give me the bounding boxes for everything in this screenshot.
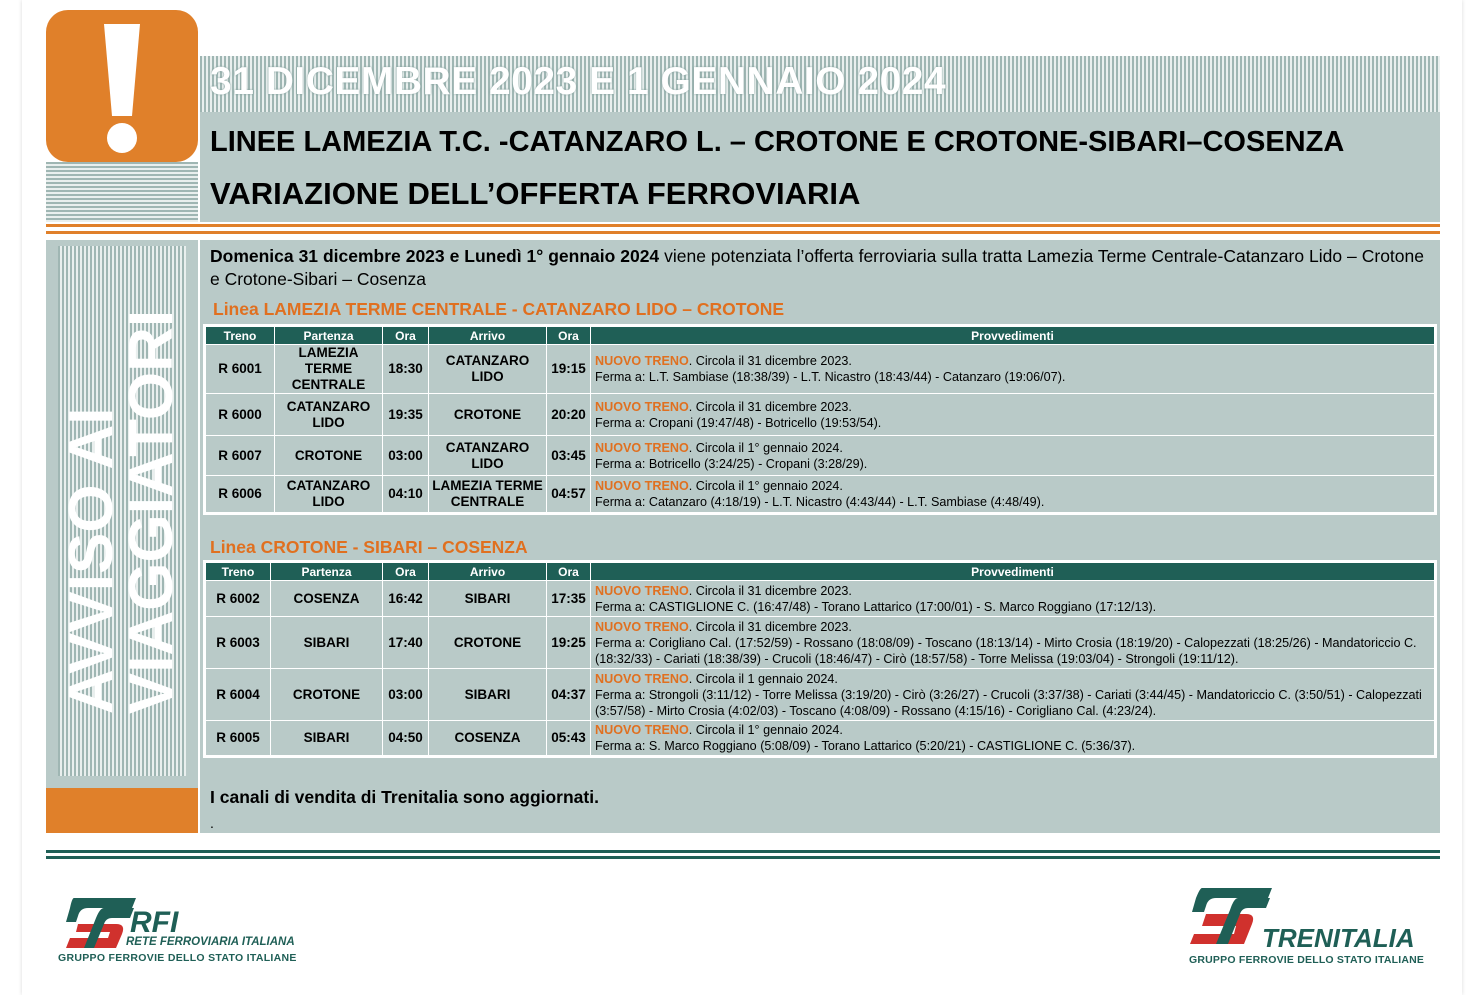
cell-arrivo: SIBARI	[429, 669, 547, 721]
table-row	[205, 436, 1436, 476]
alert-box	[46, 10, 198, 162]
timetable-line-2	[203, 560, 1437, 758]
cell-treno: R 6007	[205, 436, 275, 476]
header-treno: Treno	[205, 562, 271, 581]
circulation-text: . Circola il 1° gennaio 2024.	[688, 440, 843, 455]
cell-provvedimenti	[591, 721, 1436, 757]
exclamation-icon	[46, 10, 198, 162]
new-train-label: NUOVO TRENO	[595, 479, 689, 493]
trenitalia-logo-text: TRENITALIA	[1262, 923, 1415, 953]
cell-ora-partenza: 19:35	[383, 394, 429, 436]
header-partenza: Partenza	[275, 326, 383, 345]
circulation-text: . Circola il 1° gennaio 2024.	[688, 723, 843, 737]
table-row	[205, 721, 1436, 757]
table-row	[205, 476, 1436, 514]
cell-arrivo: CROTONE	[429, 394, 547, 436]
intro-bold: Domenica 31 dicembre 2023 e Lunedì 1° gennaio 2024	[210, 246, 660, 266]
stops-text: Ferma a: Catanzaro (4:18/19) - L.T. Nicastro (4:43/44) - L.T. Sambiase (4:48/49).	[595, 495, 1045, 509]
header-ora: Ora	[383, 326, 429, 345]
cell-treno: R 6004	[205, 669, 271, 721]
sales-channels-note: I canali di vendita di Trenitalia sono aggiornati.	[210, 787, 599, 807]
date-title: 31 DICEMBRE 2023 E 1 GENNAIO 2024	[210, 60, 947, 103]
cell-treno: R 6000	[205, 394, 275, 436]
cell-provvedimenti	[591, 669, 1436, 721]
stops-text: Ferma a: Corigliano Cal. (17:52/59) - Rossano (18:08/09) - Toscano (18:13/14) - Mirto Crosia (18:19/20) - Calopezzati (18:25/26) - Mandatoriccio C. (18:32/33) - Cariati (18:38/39) - Crucoli (18:46/47) - Cirò (18:57/58) - Torre Melissa (19:03/04) - Strongoli (19:11/12).	[595, 635, 1417, 666]
table-row	[205, 581, 1436, 617]
stops-text: Ferma a: Botricello (3:24/25) - Cropani (3:28/29).	[595, 456, 868, 471]
cell-arrivo: CATANZARO LIDO	[429, 436, 547, 476]
cell-treno: R 6005	[205, 721, 271, 757]
footer-dot: .	[210, 815, 214, 831]
new-train-label: NUOVO TRENO	[595, 399, 689, 414]
cell-ora-partenza: 16:42	[383, 581, 429, 617]
header-partenza: Partenza	[271, 562, 383, 581]
header-ora: Ora	[383, 562, 429, 581]
header-ora: Ora	[547, 326, 591, 345]
header-provvedimenti: Provvedimenti	[591, 326, 1436, 345]
cell-ora-partenza: 03:00	[383, 436, 429, 476]
cell-ora-arrivo: 20:20	[547, 394, 591, 436]
cell-ora-partenza: 04:50	[383, 721, 429, 757]
table-row	[205, 394, 1436, 436]
orange-divider	[46, 224, 1440, 227]
cell-arrivo: SIBARI	[429, 581, 547, 617]
header-provvedimenti: Provvedimenti	[591, 562, 1436, 581]
table-row	[205, 669, 1436, 721]
cell-ora-arrivo: 04:57	[547, 476, 591, 514]
cell-partenza: CATANZARO LIDO	[275, 476, 383, 514]
cell-partenza: COSENZA	[271, 581, 383, 617]
table-header-row	[205, 562, 1436, 581]
cell-partenza: CATANZARO LIDO	[275, 394, 383, 436]
new-train-label: NUOVO TRENO	[595, 354, 689, 368]
side-orange-block	[46, 788, 198, 833]
cell-provvedimenti	[591, 436, 1436, 476]
cell-arrivo: CROTONE	[429, 617, 547, 669]
header-arrivo: Arrivo	[429, 326, 547, 345]
circulation-text: . Circola il 1 gennaio 2024.	[688, 671, 838, 686]
page-subtitle: VARIAZIONE DELL’OFFERTA FERROVIARIA	[210, 176, 861, 211]
new-train-label: NUOVO TRENO	[595, 723, 689, 737]
circulation-text: . Circola il 31 dicembre 2023.	[688, 619, 852, 634]
cell-ora-partenza: 18:30	[383, 345, 429, 394]
cell-partenza: LAMEZIA TERME CENTRALE	[275, 345, 383, 394]
cell-partenza: SIBARI	[271, 721, 383, 757]
trenitalia-group-label: GRUPPO FERROVIE DELLO STATO ITALIANE	[1189, 954, 1425, 966]
cell-ora-partenza: 17:40	[383, 617, 429, 669]
green-divider	[46, 850, 1440, 853]
cell-provvedimenti	[591, 345, 1436, 394]
cell-arrivo: LAMEZIA TERME CENTRALE	[429, 476, 547, 514]
stops-text: Ferma a: S. Marco Roggiano (5:08/09) - Torano Lattarico (5:20/21) - CASTIGLIONE C. (5:36/37).	[595, 739, 1136, 753]
line-2-title: Linea CROTONE - SIBARI – COSENZA	[210, 537, 528, 557]
rfi-subtitle: RETE FERROVIARIA ITALIANA	[126, 936, 295, 948]
cell-partenza: CROTONE	[275, 436, 383, 476]
new-train-label: NUOVO TRENO	[595, 440, 689, 455]
rfi-logo-text: RFI	[130, 906, 179, 939]
cell-ora-arrivo: 17:35	[547, 581, 591, 617]
cell-ora-arrivo: 03:45	[547, 436, 591, 476]
stops-text: Ferma a: Cropani (19:47/48) - Botricello (19:53/54).	[595, 415, 882, 430]
cell-ora-partenza: 04:10	[383, 476, 429, 514]
circulation-text: . Circola il 31 dicembre 2023.	[688, 583, 852, 598]
line-1-title: Linea LAMEZIA TERME CENTRALE - CATANZARO LIDO – CROTONE	[213, 299, 785, 319]
timetable-line-1	[203, 324, 1437, 515]
header-arrivo: Arrivo	[429, 562, 547, 581]
side-line-1: AVVISO AI	[57, 407, 126, 715]
new-train-label: NUOVO TRENO	[595, 619, 689, 634]
cell-arrivo: COSENZA	[429, 721, 547, 757]
left-stripe-decoration	[46, 162, 198, 222]
intro-text: viene potenziata l’offerta ferroviaria sulla tratta Lamezia Terme Centrale-Catanzaro Lido – Crotone e Crotone-Sibari – Cosenza	[210, 246, 1424, 289]
cell-arrivo: CATANZARO LIDO	[429, 345, 547, 394]
cell-treno: R 6001	[205, 345, 275, 394]
cell-ora-partenza: 03:00	[383, 669, 429, 721]
stops-text: Ferma a: Strongoli (3:11/12) - Torre Melissa (3:19/20) - Cirò (3:26/27) - Crucoli (3:37/38) - Cariati (3:44/45) - Mandatoriccio C. (3:50/51) - Calopezzati (3:57/58) - Mirto Crosia (4:02/03) - Toscano (4:08/09) - Rossano (4:15/16) - Corigliano Cal. (4:23/24).	[595, 687, 1422, 718]
cell-ora-arrivo: 19:25	[547, 617, 591, 669]
rfi-group-label: GRUPPO FERROVIE DELLO STATO ITALIANE	[58, 952, 297, 964]
circulation-text: . Circola il 1° gennaio 2024.	[688, 479, 843, 493]
stops-text: Ferma a: CASTIGLIONE C. (16:47/48) - Torano Lattarico (17:00/01) - S. Marco Roggiano (17:12/13).	[595, 599, 1157, 614]
new-train-label: NUOVO TRENO	[595, 671, 689, 686]
cell-treno: R 6003	[205, 617, 271, 669]
cell-partenza: SIBARI	[271, 617, 383, 669]
cell-ora-arrivo: 19:15	[547, 345, 591, 394]
cell-treno: R 6006	[205, 476, 275, 514]
side-banner-text	[57, 309, 186, 715]
cell-provvedimenti	[591, 394, 1436, 436]
orange-divider	[46, 231, 1440, 234]
cell-partenza: CROTONE	[271, 669, 383, 721]
green-divider	[46, 856, 1440, 859]
cell-ora-arrivo: 05:43	[547, 721, 591, 757]
circulation-text: . Circola il 31 dicembre 2023.	[688, 354, 852, 368]
table-row	[205, 617, 1436, 669]
cell-provvedimenti	[591, 476, 1436, 514]
intro-paragraph	[210, 245, 1424, 291]
side-line-2: VIAGGIATORI	[117, 309, 186, 715]
table-row	[205, 345, 1436, 394]
table-header-row	[205, 326, 1436, 345]
cell-provvedimenti	[591, 581, 1436, 617]
cell-ora-arrivo: 04:37	[547, 669, 591, 721]
header-ora: Ora	[547, 562, 591, 581]
stops-text: Ferma a: L.T. Sambiase (18:38/39) - L.T. Nicastro (18:43/44) - Catanzaro (19:06/07).	[595, 370, 1066, 384]
new-train-label: NUOVO TRENO	[595, 583, 689, 598]
cell-treno: R 6002	[205, 581, 271, 617]
header-treno: Treno	[205, 326, 275, 345]
lines-title: LINEE LAMEZIA T.C. -CATANZARO L. – CROTONE E CROTONE-SIBARI–COSENZA	[210, 126, 1345, 158]
cell-provvedimenti	[591, 617, 1436, 669]
circulation-text: . Circola il 31 dicembre 2023.	[688, 399, 852, 414]
